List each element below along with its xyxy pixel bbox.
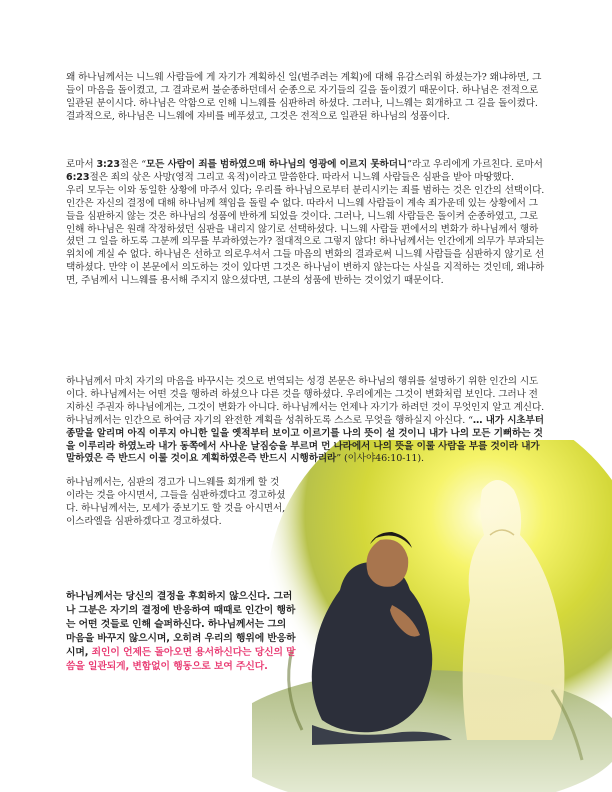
- p3-text-a: 하나님께서 마치 자기의 마음을 바꾸시는 것으로 번역되는 성경 본문은 하나님의 행위를 설명하기 위한 인간의 시도이다. 하나님께서는 어떤 것을 행하려 하셨으나 다른 것을 행하셨다. 우리에게는 그것이 변화처럼 보인다. 그러나 전지하신 주권자 하나님에게는, 그것이 변화가 아니다. 하나님께서는 언제나 자기가 하려던 것이 무엇인지 알고 계신다. 하나님께서는 인간으로 하여금 자기의 완전한 계획을 성취하도록 스스로 무엇을 행하실지 아신다. “: [66, 376, 545, 426]
- p2-text-b: 절은 “: [119, 159, 147, 170]
- p2-text-d: 절은 죄의 삯은 사망(영적 그리고 육적)이라고 말씀한다. 따라서 니느웨 사람들은 심판을 받아 마땅했다.: [89, 171, 514, 183]
- paragraph-1: 왜 하나님께서는 니느웨 사람들에 게 자기가 계획하신 일(벌주려는 계획)에 대해 유감스러워 하셨는가? 왜냐하면, 그들이 마음을 돌이켰고, 그 결과로써 불순종하던데서 순종으로 자기들의 길을 돌이켰기 때문이다. 하나님은 전적으로 일관된 분이시다. 하나님은 악함으로 인해 니느웨를 심판하려 하셨다. 그러나, 니느웨는 회개하고 그 길을 돌이켰다. 결과적으로, 하나님은 니느웨에 자비를 베푸셨고, 그것은 전적으로 일관된 하나님의 성품이다.: [66, 72, 542, 122]
- praying-man-illustration: [252, 440, 612, 792]
- p5-text-black: 하나님께서는 당신의 결정을 후회하지 않으신다. 그러나 그분은 자기의 결정에 반응하여 때때로 인간이 행하는 어떤 것들로 인해 슬퍼하신다. 하나님께서는 그의 마음을 바꾸지 않으시며, 오히려 우리의 행위에 반응하시며,: [66, 591, 296, 658]
- p5-text-pink: 죄인이 언제든 돌아오면 용서하신다는 당신의 말씀을 일관되게, 변함없이 행동으로 보여 주신다.: [66, 647, 296, 672]
- paragraph-3: [66, 376, 546, 466]
- paragraph-4: 하나님께서는, 심판의 경고가 니느웨를 회개케 할 것이라는 것을 아시면서, 그들을 심판하겠다고 경고하셨다. 하나님께서는, 모세가 중보기도 할 것을 아시면서, 이스라엘을 심판하겠다고 경고하셨다.: [66, 477, 286, 527]
- p2-text-c: ”라고 우리에게 가르친다. 로마서: [407, 159, 543, 170]
- paragraph-2: [66, 159, 546, 288]
- p2-text-a: 로마서: [66, 159, 97, 170]
- paragraph-5-highlight: [66, 590, 298, 674]
- romans-3-23-quote: 모든 사람이 죄를 범하였으매 하나님의 영광에 이르지 못하더니: [146, 159, 408, 170]
- isaiah-quote: … 내가 시초부터 종말을 알리며 아직 이루지 아니한 일을 옛적부터 보이고 이르기를 나의 뜻이 설 것이니 내가 나의 모든 기뻐하는 것을 이루리라 하였노라 내가 동쪽에서 사나운 날짐승을 부르며 먼 나라에서 나의 뜻을 이룰 사람을 부를 것이라 내가 말하였은 즉 반드시 이룰 것이요 계획하였은즉 반드시 시행하리라: [66, 414, 544, 465]
- p2-text-e: 우리 모두는 이와 동일한 상황에 마주서 있다; 우리를 하나님으로부터 분리시키는 죄를 범하는 것은 인간의 선택이다. 인간은 자신의 결정에 대해 하나님께 책임을 돌릴 수 없다. 따라서 니느웨 사람들이 계속 죄가운데 있는 상황에서 그들을 심판하지 않는 것은 하나님의 성품에 반하게 되었을 것이다. 그러나, 니느웨 사람들은 돌이켜 순종하였고, 그로 인해 하나님은 원래 작정하셨던 심판을 내리지 않기로 선택하셨다. 니느웨 사람들 편에서의 변화가 하나님께서 행하셨던 그 일을 하도록 그분께 의무를 부과하였는가? 절대적으로 그렇지 않다! 하나님께서는 인간에게 의무가 부과되는 위치에 계실 수 없다. 하나님은 선하고 의로우셔서 그들 마음의 변화의 결과로써 니느웨 사람들을 심판하지 않기로 선택하셨다. 만약 이 본문에서 의도하는 것이 있다면 그것은 하나님이 변하지 않는다는 사실을 지적하는 것인데, 왜냐하면, 주님께서 니느웨를 용서해 주지지 않으셨다면, 그분의 성품에 반하는 것이었기 때문이다.: [66, 184, 545, 287]
- romans-3-23-ref: 3:23: [96, 159, 120, 170]
- romans-6-23-ref: 6:23: [66, 171, 90, 183]
- isaiah-ref: ” (이사야46:10-11).: [336, 453, 425, 465]
